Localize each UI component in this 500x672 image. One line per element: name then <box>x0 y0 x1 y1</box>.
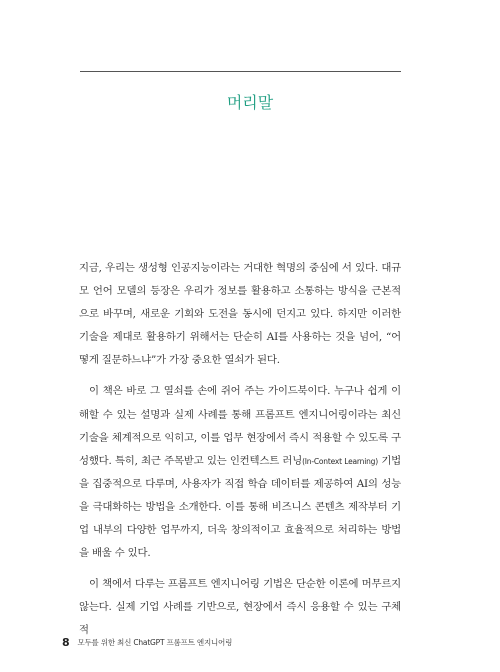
header-rule <box>80 71 401 72</box>
body-text <box>79 257 401 643</box>
english-term: (In-Context Learning) <box>302 456 378 466</box>
paragraph-1: 지금, 우리는 생성형 인공지능이라는 거대한 혁명의 중심에 서 있다. 대규모 언어 모델의 등장은 우리가 정보를 활용하고 소통하는 방식을 근본적으로 바꾸며, 새로운 기회와 도전을 동시에 던지고 있다. 하지만 이러한 기술을 제대로 활용하기 위해서는 단순히 AI를 사용하는 것을 넘어, “어떻게 질문하느냐”가 가장 중요한 열쇠가 된다. <box>79 262 401 367</box>
page-number: 8 <box>62 636 70 649</box>
paragraph-2 <box>79 380 401 565</box>
chapter-title: 머리말 <box>226 93 274 112</box>
page-footer <box>62 636 232 649</box>
paragraph-3: 이 책에서 다루는 프롬프트 엔지니어링 기법은 단순한 이론에 머무르지 않는다. 실제 기업 사례를 기반으로, 현장에서 즉시 응용할 수 있는 구체적 <box>79 578 401 637</box>
book-title: 모두를 위한 최신 ChatGPT 프롬프트 엔지니어링 <box>77 638 233 647</box>
paragraph-2-text-start: 이 책은 바로 그 열쇠를 손에 쥐어 주는 가이드북이다. 누구나 쉽게 이해할 수 있는 설명과 실제 사례를 통해 프롬프트 엔지니어링이라는 최신 기술을 체계적으로 익히고, 이를 업무 현장에서 즉시 적용할 수 있도록 구성했다. 특히, 최근 주목받고 있는 인컨텍스트 러닝 <box>79 385 401 467</box>
paragraph-2-text-end: 기법을 집중적으로 다루며, 사용자가 직접 학습 데이터를 제공하여 AI의 성능을 극대화하는 방법을 소개한다. 이를 통해 비즈니스 콘텐츠 제작부터 기업 내부의 다양한 업무까지, 더욱 창의적이고 효율적으로 처리하는 방법을 배울 수 있다. <box>79 454 401 560</box>
